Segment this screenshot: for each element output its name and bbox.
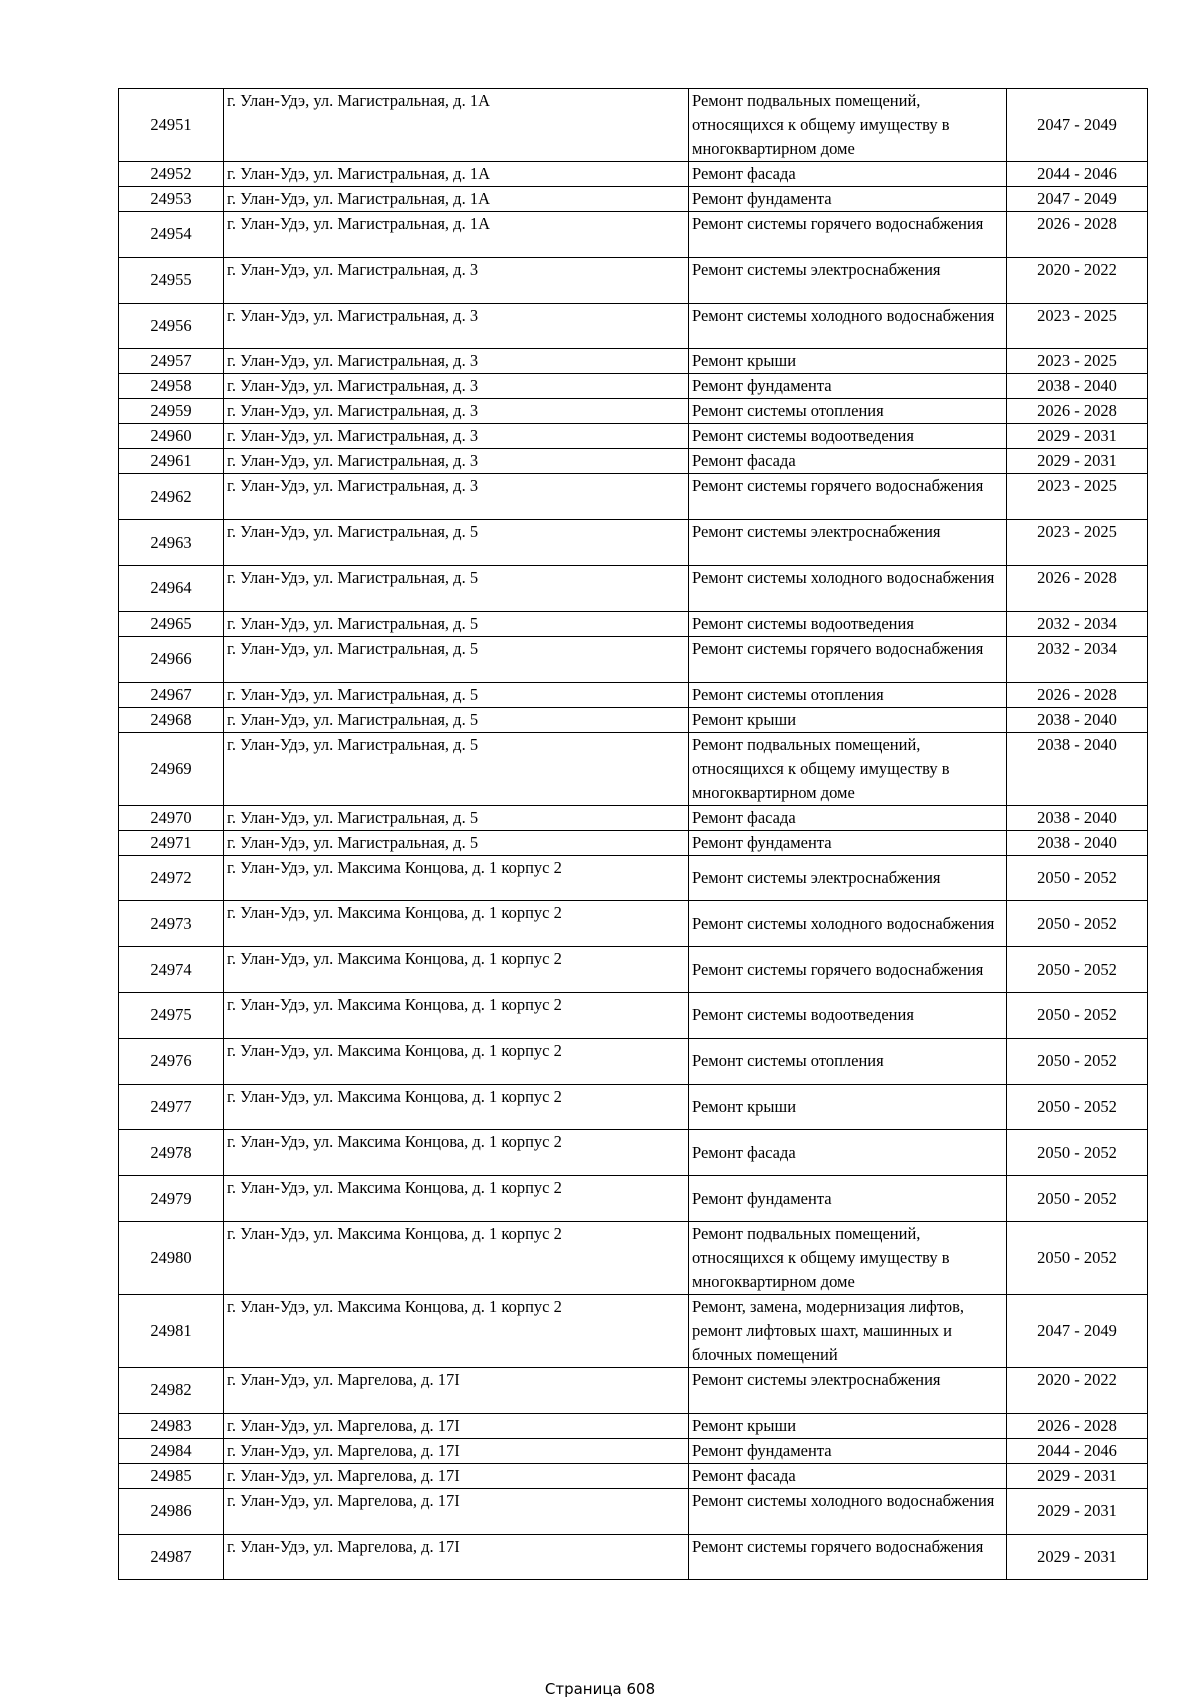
address-cell: г. Улан-Удэ, ул. Маргелова, д. 17І — [224, 1367, 689, 1413]
period-cell: 2029 - 2031 — [1007, 424, 1148, 449]
period-cell: 2050 - 2052 — [1007, 901, 1148, 947]
period-cell: 2026 - 2028 — [1007, 212, 1148, 258]
table-row — [119, 611, 1148, 636]
table-row — [119, 1534, 1148, 1580]
period-cell: 2023 - 2025 — [1007, 474, 1148, 520]
row-number-cell: 24975 — [119, 992, 224, 1038]
address-cell: г. Улан-Удэ, ул. Магистральная, д. 3 — [224, 303, 689, 349]
table-row — [119, 303, 1148, 349]
row-number-cell: 24957 — [119, 349, 224, 374]
period-cell: 2023 - 2025 — [1007, 520, 1148, 566]
row-number-cell: 24951 — [119, 89, 224, 162]
work-type-cell: Ремонт системы горячего водоснабжения — [689, 1534, 1007, 1580]
address-cell: г. Улан-Удэ, ул. Магистральная, д. 1А — [224, 212, 689, 258]
period-cell: 2047 - 2049 — [1007, 1294, 1148, 1367]
row-number-cell: 24955 — [119, 257, 224, 303]
table-row — [119, 474, 1148, 520]
work-type-cell: Ремонт системы водоотведения — [689, 424, 1007, 449]
address-cell: г. Улан-Удэ, ул. Маргелова, д. 17І — [224, 1413, 689, 1438]
period-cell: 2050 - 2052 — [1007, 855, 1148, 901]
table-row — [119, 1294, 1148, 1367]
row-number-cell: 24961 — [119, 449, 224, 474]
row-number-cell: 24974 — [119, 947, 224, 993]
table-row — [119, 1176, 1148, 1222]
table-row — [119, 399, 1148, 424]
table-row — [119, 424, 1148, 449]
row-number-cell: 24970 — [119, 805, 224, 830]
work-type-cell: Ремонт, замена, модернизация лифтов, ремонт лифтовых шахт, машинных и блочных помещений — [689, 1294, 1007, 1367]
address-cell: г. Улан-Удэ, ул. Магистральная, д. 5 — [224, 520, 689, 566]
work-type-cell: Ремонт фасада — [689, 1130, 1007, 1176]
work-type-cell: Ремонт системы отопления — [689, 682, 1007, 707]
table-row — [119, 830, 1148, 855]
work-type-cell: Ремонт фасада — [689, 449, 1007, 474]
row-number-cell: 24986 — [119, 1488, 224, 1534]
row-number-cell: 24976 — [119, 1038, 224, 1084]
work-type-cell: Ремонт фасада — [689, 1463, 1007, 1488]
period-cell: 2026 - 2028 — [1007, 1413, 1148, 1438]
period-cell: 2026 - 2028 — [1007, 682, 1148, 707]
table-row — [119, 805, 1148, 830]
work-type-cell: Ремонт фундамента — [689, 1438, 1007, 1463]
table-row — [119, 1130, 1148, 1176]
table-row — [119, 1084, 1148, 1130]
row-number-cell: 24968 — [119, 707, 224, 732]
table-row — [119, 1367, 1148, 1413]
work-type-cell: Ремонт системы холодного водоснабжения — [689, 303, 1007, 349]
address-cell: г. Улан-Удэ, ул. Максима Концова, д. 1 корпус 2 — [224, 1038, 689, 1084]
row-number-cell: 24969 — [119, 732, 224, 805]
table-row — [119, 89, 1148, 162]
table-row — [119, 520, 1148, 566]
table-row — [119, 732, 1148, 805]
table-row — [119, 707, 1148, 732]
address-cell: г. Улан-Удэ, ул. Магистральная, д. 5 — [224, 565, 689, 611]
work-type-cell: Ремонт системы горячего водоснабжения — [689, 636, 1007, 682]
work-type-cell: Ремонт системы отопления — [689, 1038, 1007, 1084]
period-cell: 2026 - 2028 — [1007, 399, 1148, 424]
work-type-cell: Ремонт системы горячего водоснабжения — [689, 947, 1007, 993]
work-type-cell: Ремонт системы водоотведения — [689, 611, 1007, 636]
table-row — [119, 1221, 1148, 1294]
period-cell: 2050 - 2052 — [1007, 992, 1148, 1038]
row-number-cell: 24980 — [119, 1221, 224, 1294]
work-type-cell: Ремонт системы водоотведения — [689, 992, 1007, 1038]
work-type-cell: Ремонт системы электроснабжения — [689, 1367, 1007, 1413]
row-number-cell: 24985 — [119, 1463, 224, 1488]
row-number-cell: 24981 — [119, 1294, 224, 1367]
table-row — [119, 349, 1148, 374]
work-type-cell: Ремонт фасада — [689, 805, 1007, 830]
table-row — [119, 565, 1148, 611]
table-row — [119, 1038, 1148, 1084]
work-type-cell: Ремонт подвальных помещений, относящихся к общему имуществу в многоквартирном доме — [689, 732, 1007, 805]
work-type-cell: Ремонт фундамента — [689, 830, 1007, 855]
address-cell: г. Улан-Удэ, ул. Максима Концова, д. 1 корпус 2 — [224, 1221, 689, 1294]
address-cell: г. Улан-Удэ, ул. Максима Концова, д. 1 корпус 2 — [224, 1176, 689, 1222]
address-cell: г. Улан-Удэ, ул. Максима Концова, д. 1 корпус 2 — [224, 1130, 689, 1176]
row-number-cell: 24979 — [119, 1176, 224, 1222]
period-cell: 2023 - 2025 — [1007, 303, 1148, 349]
work-type-cell: Ремонт крыши — [689, 707, 1007, 732]
table-row — [119, 1413, 1148, 1438]
address-cell: г. Улан-Удэ, ул. Маргелова, д. 17І — [224, 1463, 689, 1488]
table-row — [119, 855, 1148, 901]
address-cell: г. Улан-Удэ, ул. Магистральная, д. 5 — [224, 707, 689, 732]
address-cell: г. Улан-Удэ, ул. Магистральная, д. 1А — [224, 187, 689, 212]
work-type-cell: Ремонт крыши — [689, 349, 1007, 374]
row-number-cell: 24959 — [119, 399, 224, 424]
work-type-cell: Ремонт системы холодного водоснабжения — [689, 1488, 1007, 1534]
table-row — [119, 187, 1148, 212]
address-cell: г. Улан-Удэ, ул. Магистральная, д. 5 — [224, 682, 689, 707]
row-number-cell: 24958 — [119, 374, 224, 399]
row-number-cell: 24964 — [119, 565, 224, 611]
row-number-cell: 24952 — [119, 162, 224, 187]
row-number-cell: 24987 — [119, 1534, 224, 1580]
row-number-cell: 24973 — [119, 901, 224, 947]
period-cell: 2032 - 2034 — [1007, 636, 1148, 682]
repair-schedule-table — [118, 88, 1148, 1580]
table-row — [119, 374, 1148, 399]
work-type-cell: Ремонт системы электроснабжения — [689, 257, 1007, 303]
address-cell: г. Улан-Удэ, ул. Маргелова, д. 17І — [224, 1534, 689, 1580]
row-number-cell: 24962 — [119, 474, 224, 520]
table-body — [119, 89, 1148, 1580]
address-cell: г. Улан-Удэ, ул. Магистральная, д. 5 — [224, 805, 689, 830]
table-row — [119, 212, 1148, 258]
row-number-cell: 24977 — [119, 1084, 224, 1130]
row-number-cell: 24978 — [119, 1130, 224, 1176]
address-cell: г. Улан-Удэ, ул. Магистральная, д. 5 — [224, 732, 689, 805]
address-cell: г. Улан-Удэ, ул. Магистральная, д. 5 — [224, 611, 689, 636]
table-row — [119, 1438, 1148, 1463]
address-cell: г. Улан-Удэ, ул. Магистральная, д. 3 — [224, 257, 689, 303]
table-row — [119, 682, 1148, 707]
address-cell: г. Улан-Удэ, ул. Максима Концова, д. 1 корпус 2 — [224, 855, 689, 901]
row-number-cell: 24967 — [119, 682, 224, 707]
row-number-cell: 24984 — [119, 1438, 224, 1463]
period-cell: 2023 - 2025 — [1007, 349, 1148, 374]
row-number-cell: 24982 — [119, 1367, 224, 1413]
table-row — [119, 636, 1148, 682]
address-cell: г. Улан-Удэ, ул. Маргелова, д. 17І — [224, 1438, 689, 1463]
period-cell: 2050 - 2052 — [1007, 947, 1148, 993]
work-type-cell: Ремонт системы горячего водоснабжения — [689, 474, 1007, 520]
period-cell: 2050 - 2052 — [1007, 1038, 1148, 1084]
row-number-cell: 24953 — [119, 187, 224, 212]
row-number-cell: 24956 — [119, 303, 224, 349]
page-number: Страница 608 — [544, 1680, 656, 1698]
period-cell: 2038 - 2040 — [1007, 805, 1148, 830]
work-type-cell: Ремонт фасада — [689, 162, 1007, 187]
period-cell: 2050 - 2052 — [1007, 1176, 1148, 1222]
table-row — [119, 947, 1148, 993]
period-cell: 2029 - 2031 — [1007, 1534, 1148, 1580]
work-type-cell: Ремонт системы холодного водоснабжения — [689, 565, 1007, 611]
address-cell: г. Улан-Удэ, ул. Магистральная, д. 1А — [224, 162, 689, 187]
address-cell: г. Улан-Удэ, ул. Магистральная, д. 3 — [224, 474, 689, 520]
work-type-cell: Ремонт системы электроснабжения — [689, 855, 1007, 901]
period-cell: 2044 - 2046 — [1007, 162, 1148, 187]
period-cell: 2050 - 2052 — [1007, 1130, 1148, 1176]
period-cell: 2038 - 2040 — [1007, 732, 1148, 805]
work-type-cell: Ремонт фундамента — [689, 374, 1007, 399]
address-cell: г. Улан-Удэ, ул. Магистральная, д. 3 — [224, 424, 689, 449]
period-cell: 2038 - 2040 — [1007, 374, 1148, 399]
work-type-cell: Ремонт крыши — [689, 1413, 1007, 1438]
work-type-cell: Ремонт фундамента — [689, 1176, 1007, 1222]
work-type-cell: Ремонт системы электроснабжения — [689, 520, 1007, 566]
address-cell: г. Улан-Удэ, ул. Магистральная, д. 5 — [224, 636, 689, 682]
row-number-cell: 24966 — [119, 636, 224, 682]
work-type-cell: Ремонт системы холодного водоснабжения — [689, 901, 1007, 947]
table-row — [119, 901, 1148, 947]
period-cell: 2029 - 2031 — [1007, 1463, 1148, 1488]
row-number-cell: 24963 — [119, 520, 224, 566]
row-number-cell: 24954 — [119, 212, 224, 258]
table-row — [119, 1488, 1148, 1534]
period-cell: 2020 - 2022 — [1007, 257, 1148, 303]
period-cell: 2020 - 2022 — [1007, 1367, 1148, 1413]
address-cell: г. Улан-Удэ, ул. Магистральная, д. 5 — [224, 830, 689, 855]
table-row — [119, 992, 1148, 1038]
period-cell: 2026 - 2028 — [1007, 565, 1148, 611]
row-number-cell: 24971 — [119, 830, 224, 855]
address-cell: г. Улан-Удэ, ул. Максима Концова, д. 1 корпус 2 — [224, 1084, 689, 1130]
row-number-cell: 24960 — [119, 424, 224, 449]
period-cell: 2047 - 2049 — [1007, 187, 1148, 212]
work-type-cell: Ремонт подвальных помещений, относящихся к общему имуществу в многоквартирном доме — [689, 1221, 1007, 1294]
table-row — [119, 257, 1148, 303]
table-row — [119, 449, 1148, 474]
row-number-cell: 24983 — [119, 1413, 224, 1438]
period-cell: 2050 - 2052 — [1007, 1221, 1148, 1294]
period-cell: 2044 - 2046 — [1007, 1438, 1148, 1463]
work-type-cell: Ремонт системы отопления — [689, 399, 1007, 424]
address-cell: г. Улан-Удэ, ул. Максима Концова, д. 1 корпус 2 — [224, 1294, 689, 1367]
row-number-cell: 24972 — [119, 855, 224, 901]
address-cell: г. Улан-Удэ, ул. Магистральная, д. 3 — [224, 349, 689, 374]
table-row — [119, 162, 1148, 187]
work-type-cell: Ремонт крыши — [689, 1084, 1007, 1130]
work-type-cell: Ремонт системы горячего водоснабжения — [689, 212, 1007, 258]
address-cell: г. Улан-Удэ, ул. Магистральная, д. 3 — [224, 399, 689, 424]
address-cell: г. Улан-Удэ, ул. Максима Концова, д. 1 корпус 2 — [224, 992, 689, 1038]
address-cell: г. Улан-Удэ, ул. Магистральная, д. 1А — [224, 89, 689, 162]
address-cell: г. Улан-Удэ, ул. Магистральная, д. 3 — [224, 374, 689, 399]
address-cell: г. Улан-Удэ, ул. Магистральная, д. 3 — [224, 449, 689, 474]
period-cell: 2029 - 2031 — [1007, 449, 1148, 474]
address-cell: г. Улан-Удэ, ул. Максима Концова, д. 1 корпус 2 — [224, 947, 689, 993]
row-number-cell: 24965 — [119, 611, 224, 636]
period-cell: 2029 - 2031 — [1007, 1488, 1148, 1534]
work-type-cell: Ремонт фундамента — [689, 187, 1007, 212]
table-row — [119, 1463, 1148, 1488]
work-type-cell: Ремонт подвальных помещений, относящихся к общему имуществу в многоквартирном доме — [689, 89, 1007, 162]
period-cell: 2032 - 2034 — [1007, 611, 1148, 636]
period-cell: 2047 - 2049 — [1007, 89, 1148, 162]
period-cell: 2038 - 2040 — [1007, 707, 1148, 732]
address-cell: г. Улан-Удэ, ул. Маргелова, д. 17І — [224, 1488, 689, 1534]
period-cell: 2038 - 2040 — [1007, 830, 1148, 855]
period-cell: 2050 - 2052 — [1007, 1084, 1148, 1130]
address-cell: г. Улан-Удэ, ул. Максима Концова, д. 1 корпус 2 — [224, 901, 689, 947]
